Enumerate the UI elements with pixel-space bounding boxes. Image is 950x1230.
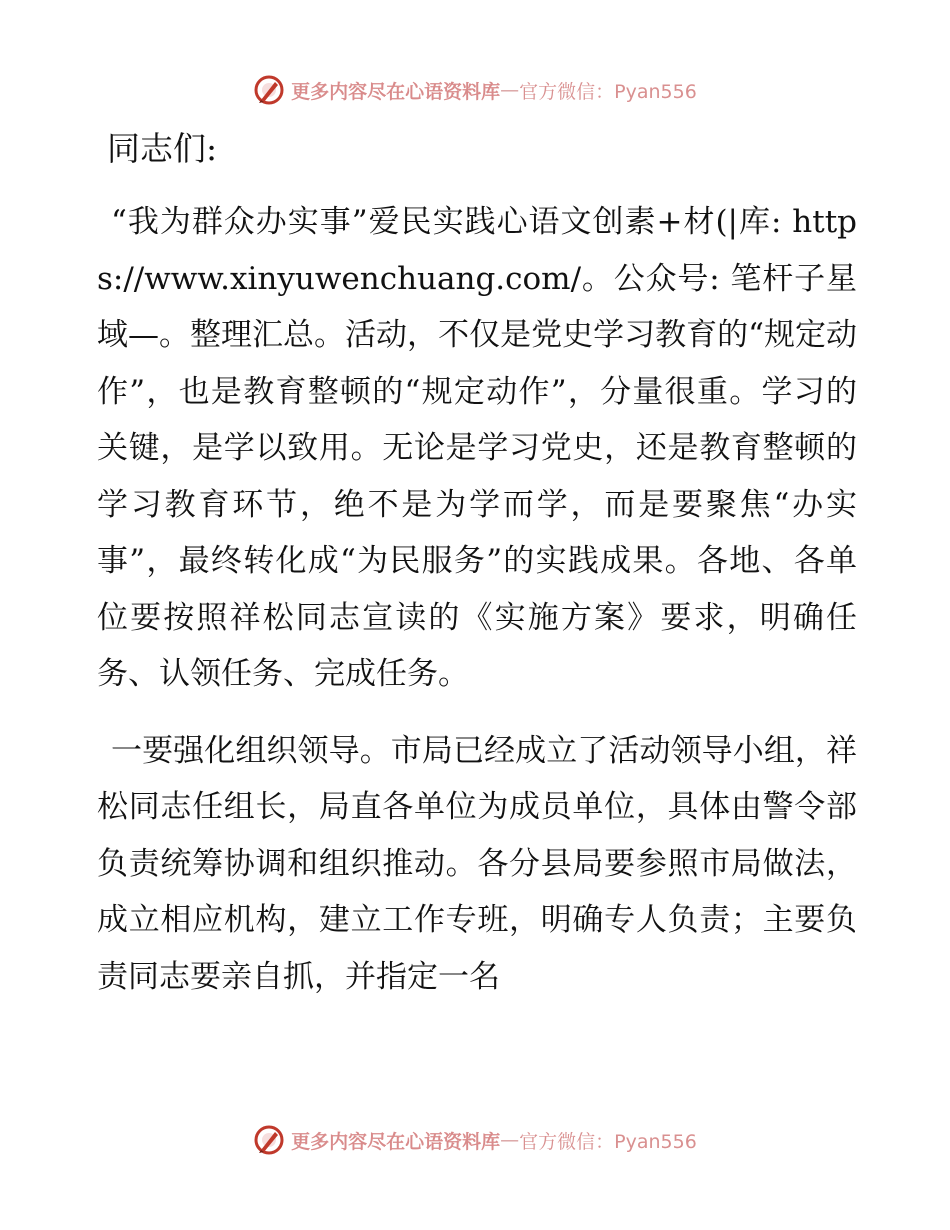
footer-banner — [0, 1120, 950, 1160]
footer-separator: — — [500, 1129, 520, 1151]
paragraph-2: 一要强化组织领导。市局已经成立了活动领导小组，祥松同志任组长，局直各单位为成员单位，具体由警令部负责统筹协调和组织推动。各分县局要参照市局做法，成立相应机构，建立工作专班，明确专人负责；主要负责同志要亲自抓，并指定一名 — [97, 732, 857, 995]
pen-logo-icon — [253, 74, 285, 106]
header-banner — [0, 70, 950, 110]
document-body — [97, 120, 857, 1005]
header-contact-text: 官方微信：Pyan556 — [519, 80, 697, 103]
header-promo-text: 更多内容尽在心语资料库 — [291, 80, 501, 103]
paragraph-1: “我为群众办实事”爱民实践心语文创素+材(|库: https://www.xinyuwenchuang.com/。公众号: 笔杆子星域—。整理汇总。活动，不仅是党史学习教育的“规定动作”，也是教育整顿的“规定动作”，分量很重。学习的关键，是学以致用。无论是学习党史，还是教育整顿的学习教育环节，绝不是为学而学，而是要聚焦“办实事”，最终转化成“为民服务”的实践成果。各地、各单位要按照祥松同志宣读的《实施方案》要求，明确任务、认领任务、完成任务。 — [97, 204, 857, 692]
header-separator: — — [500, 79, 520, 101]
footer-promo-text: 更多内容尽在心语资料库 — [291, 1130, 501, 1153]
footer-contact-text: 官方微信：Pyan556 — [519, 1130, 697, 1153]
greeting: 同志们: — [107, 129, 218, 168]
pen-logo-icon — [253, 1124, 285, 1156]
